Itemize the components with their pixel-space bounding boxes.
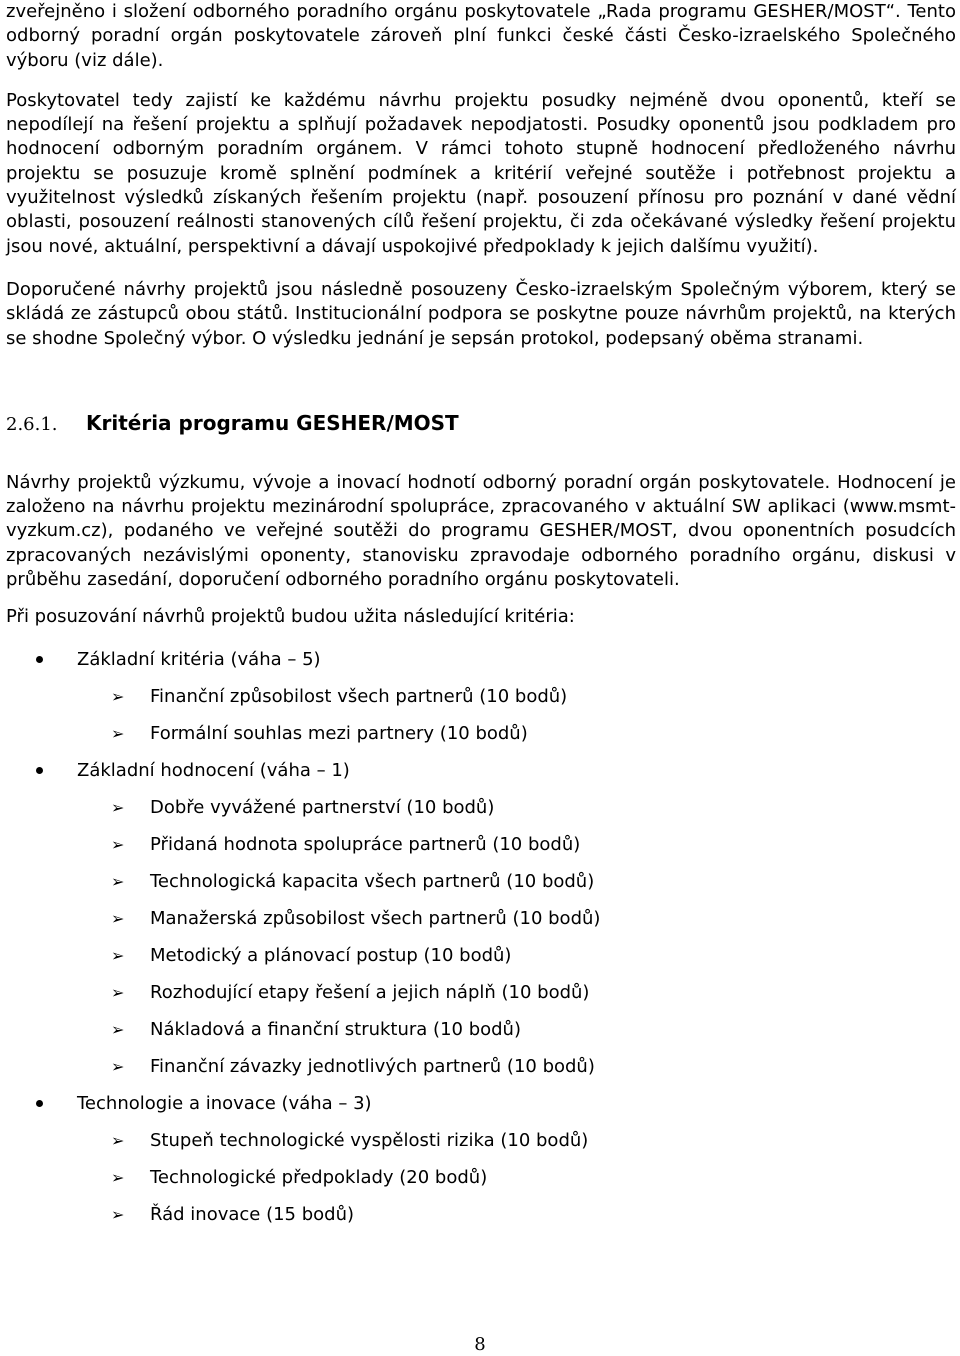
bullet-icon — [36, 1100, 43, 1107]
criteria-list — [6, 641, 956, 1233]
arrow-bullet-icon: ➢ — [111, 1019, 125, 1039]
criteria-item — [6, 863, 956, 900]
arrow-bullet-icon: ➢ — [111, 1204, 125, 1224]
criteria-item — [6, 937, 956, 974]
criteria-group — [6, 752, 956, 789]
criteria-item-label: Dobře vyvážené partnerství (10 bodů) — [150, 796, 495, 818]
criteria-group — [6, 641, 956, 678]
arrow-bullet-icon: ➢ — [111, 1130, 125, 1150]
arrow-bullet-icon: ➢ — [111, 1056, 125, 1076]
criteria-group — [6, 1085, 956, 1122]
paragraph-oponenti: Poskytovatel tedy zajistí ke každému návrhu projektu posudky nejméně dvou oponentů, kteří se nepodílejí na řešení projektu a splňují požadavek nepodjatosti. Posudky oponentů jsou podkladem pro hodnocení odborným poradním orgánem. V rámci tohoto stupně hodnocení předloženého návrhu projektu se posuzuje kromě splnění podmínek a kritérií veřejné soutěže i potřebnost projektu a využitelnost výsledků získaných řešením projektu (např. posouzení přínosu pro poznání v dané vědní oblasti, posouzení reálnosti stanovených cílů řešení projektu, či zda očekávané výsledky řešení projektu jsou nové, aktuální, perspektivní a dávají uspokojivé předpoklady k jejich dalšímu využití). — [6, 89, 956, 257]
arrow-bullet-icon: ➢ — [111, 871, 125, 891]
section-number: 2.6.1. — [6, 413, 58, 435]
arrow-bullet-icon: ➢ — [111, 834, 125, 854]
criteria-item-label: Metodický a plánovací postup (10 bodů) — [150, 944, 512, 966]
criteria-item — [6, 789, 956, 826]
criteria-item-label: Přidaná hodnota spolupráce partnerů (10 bodů) — [150, 833, 581, 855]
criteria-item — [6, 974, 956, 1011]
criteria-item-label: Nákladová a finanční struktura (10 bodů) — [150, 1018, 521, 1040]
arrow-bullet-icon: ➢ — [111, 686, 125, 706]
arrow-bullet-icon: ➢ — [111, 908, 125, 928]
criteria-item — [6, 1048, 956, 1085]
criteria-item — [6, 678, 956, 715]
section-title: Kritéria programu GESHER/MOST — [86, 410, 459, 435]
criteria-item-label: Formální souhlas mezi partnery (10 bodů) — [150, 722, 528, 744]
criteria-item — [6, 1196, 956, 1233]
arrow-bullet-icon: ➢ — [111, 797, 125, 817]
criteria-item-label: Rozhodující etapy řešení a jejich náplň (10 bodů) — [150, 981, 590, 1003]
criteria-item — [6, 1159, 956, 1196]
criteria-group-label: Základní hodnocení (váha – 1) — [77, 759, 350, 781]
arrow-bullet-icon: ➢ — [111, 945, 125, 965]
criteria-item-label: Technologická kapacita všech partnerů (10 bodů) — [150, 870, 595, 892]
criteria-item — [6, 1122, 956, 1159]
criteria-item-label: Finanční závazky jednotlivých partnerů (10 bodů) — [150, 1055, 595, 1077]
paragraph-rada-programu: zveřejněno i složení odborného poradního orgánu poskytovatele „Rada programu GESHER/MOST“. Tento odborný poradní orgán poskytovatele zároveň plní funkci české části Česko-izraelského Společného výboru (viz dále). — [6, 1, 956, 71]
section-heading — [6, 411, 956, 441]
criteria-group-label: Základní kritéria (váha – 5) — [77, 648, 321, 670]
page-number: 8 — [474, 1334, 486, 1355]
criteria-item-label: Řád inovace (15 bodů) — [150, 1203, 355, 1225]
bullet-icon — [36, 767, 43, 774]
arrow-bullet-icon: ➢ — [111, 1167, 125, 1187]
bullet-icon — [36, 656, 43, 663]
criteria-item — [6, 1011, 956, 1048]
criteria-item-label: Manažerská způsobilost všech partnerů (10 bodů) — [150, 907, 601, 929]
paragraph-kriteria-intro: Při posuzování návrhů projektů budou užita následující kritéria: — [6, 606, 575, 628]
criteria-item — [6, 900, 956, 937]
criteria-item — [6, 826, 956, 863]
criteria-item-label: Technologické předpoklady (20 bodů) — [150, 1166, 488, 1188]
criteria-item — [6, 715, 956, 752]
paragraph-spolecny-vybor: Doporučené návrhy projektů jsou následně posouzeny Česko-izraelským Společným výborem, který se skládá ze zástupců obou států. Institucionální podpora se poskytne pouze návrhům projektů, na kterých se shodne Společný výbor. O výsledku jednání je sepsán protokol, podepsaný oběma stranami. — [6, 278, 956, 349]
criteria-item-label: Stupeň technologické vyspělosti rizika (10 bodů) — [150, 1129, 589, 1151]
criteria-group-label: Technologie a inovace (váha – 3) — [77, 1092, 372, 1114]
arrow-bullet-icon: ➢ — [111, 982, 125, 1002]
criteria-item-label: Finanční způsobilost všech partnerů (10 bodů) — [150, 685, 568, 707]
document-page — [6, 0, 956, 1233]
arrow-bullet-icon: ➢ — [111, 723, 125, 743]
paragraph-hodnoceni: Návrhy projektů výzkumu, vývoje a inovací hodnotí odborný poradní orgán poskytovatele. Hodnocení je založeno na návrhu projektu mezinárodní spolupráce, zpracovaného v aktuální SW aplikaci (www.msmt-vyzkum.cz), podaného ve veřejné soutěži do programu GESHER/MOST, dvou oponentních posudcích zpracovaných nezávislými oponenty, stanovisku zpravodaje odborného poradního orgánu, diskusi v průběhu zasedání, doporučení odborného poradního orgánu poskytovateli. — [6, 471, 956, 591]
